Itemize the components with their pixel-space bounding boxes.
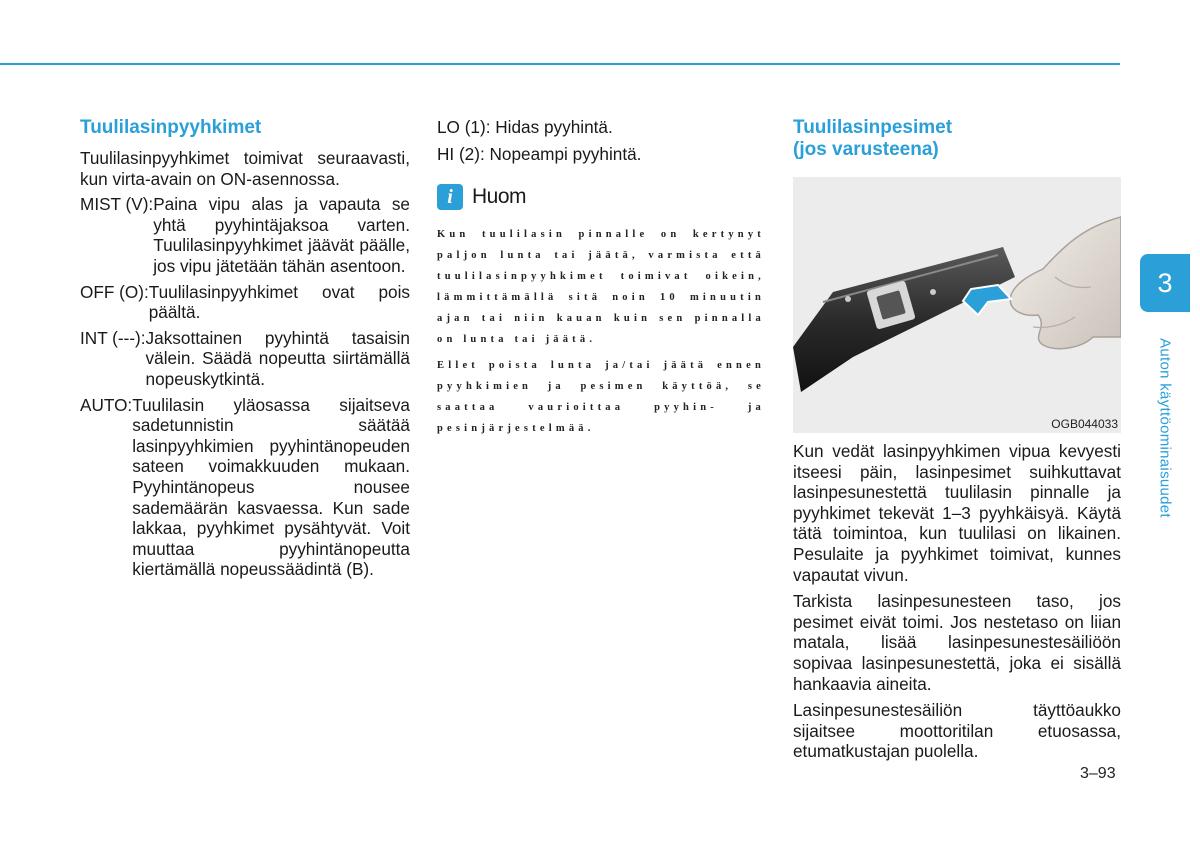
term-int <box>80 328 410 390</box>
speed-and-note-column <box>437 117 767 444</box>
washers-heading-line2: (jos varusteena) <box>793 139 939 160</box>
term-desc: Jaksottainen pyyhintä tasaisin välein. Säädä nopeutta siirtämällä nopeuskytkintä. <box>145 327 410 389</box>
term-label: OFF (O): <box>80 281 149 302</box>
lever-hand-drawing <box>793 177 1121 433</box>
note-title: Huom <box>472 185 527 209</box>
term-mist <box>80 194 410 276</box>
lo-speed-text: LO (1): Hidas pyyhintä. <box>437 117 613 137</box>
washers-heading <box>793 117 1121 161</box>
term-label: INT (---): <box>80 327 146 348</box>
term-desc: Tuulilasin yläosassa sijaitseva sadetunnistin säätää lasinpyyhkimien pyyhintänopeuden sateen voimakkuuden mukaan. Pyyhintänopeus nousee sademäärän kasvaessa. Kun sade lakkaa, pyyhkimet pysähtyvät. Voit muuttaa pyyhintänopeutta kiertämällä nopeussäädintä (B). <box>132 394 410 580</box>
note-paragraph-1: Kun tuulilasin pinnalle on kertynyt paljon lunta tai jäätä, varmista että tuulilasinpyyhkimet toimivat oikein, lämmittämällä sitä noin 10 minuutin ajan tai niin kauan kuin sen pinnalla on lunta tai jäätä. <box>437 229 765 346</box>
washers-paragraph-2: Tarkista lasinpesunesteen taso, jos pesimet eivät toimi. Jos nestetaso on liian matala, lisää lasinpesunestesäiliöön sopivaa lasinpesunestettä, joka ei sisällä hankaavia aineita. <box>793 591 1121 694</box>
washers-section <box>793 117 1121 768</box>
top-rule <box>0 63 1120 65</box>
chapter-title: Auton käyttöominaisuudet <box>1156 338 1174 518</box>
washers-heading-line1: Tuulilasinpesimet <box>793 117 953 138</box>
wipers-intro: Tuulilasinpyyhkimet toimivat seuraavasti, kun virta-avain on ON-asennossa. <box>80 148 410 189</box>
chapter-tab: 3 <box>1140 254 1190 312</box>
wipers-heading: Tuulilasinpyyhkimet <box>80 117 262 138</box>
term-auto <box>80 395 410 580</box>
note-paragraph-2: Ellet poista lunta ja/tai jäätä ennen pyyhkimien ja pesimen käyttöä, se saattaa vaurioittaa pyyhin- ja pesinjärjestelmää. <box>437 360 765 435</box>
washers-paragraph-3: Lasinpesunestesäiliön täyttöaukko sijaitsee moottoritilan etuosassa, etumatkustajan puolella. <box>793 700 1121 762</box>
hi-speed-text: HI (2): Nopeampi pyyhintä. <box>437 143 642 164</box>
term-label: MIST (V): <box>80 194 154 215</box>
term-label: AUTO: <box>80 394 133 415</box>
info-icon: i <box>437 184 463 210</box>
wiper-lever-illustration <box>793 177 1121 433</box>
term-desc: Tuulilasinpyyhkimet ovat pois päältä. <box>148 281 410 323</box>
note-header <box>437 184 767 210</box>
washers-paragraph-1: Kun vedät lasinpyyhkimen vipua kevyesti itseesi päin, lasinpesimet suihkuttavat lasinpesunestettä tuulilasin pinnalle ja pyyhkimet tekevät 1–3 pyyhkäisyä. Käytä tätä toimintoa, kun tuulilasi on likainen. Pesulaite ja pyyhkimet toimivat, kunnes vapautat vivun. <box>793 441 1121 585</box>
page-number: 3–93 <box>1080 765 1116 782</box>
figure-code: OGB044033 <box>1051 417 1118 431</box>
term-off <box>80 282 410 323</box>
term-desc: Paina vipu alas ja vapauta se yhtä pyyhintäjaksoa varten. Tuulilasinpyyhkimet jäävät päälle, jos vipu jätetään tähän asentoon. <box>153 194 410 276</box>
wipers-section <box>80 117 410 585</box>
